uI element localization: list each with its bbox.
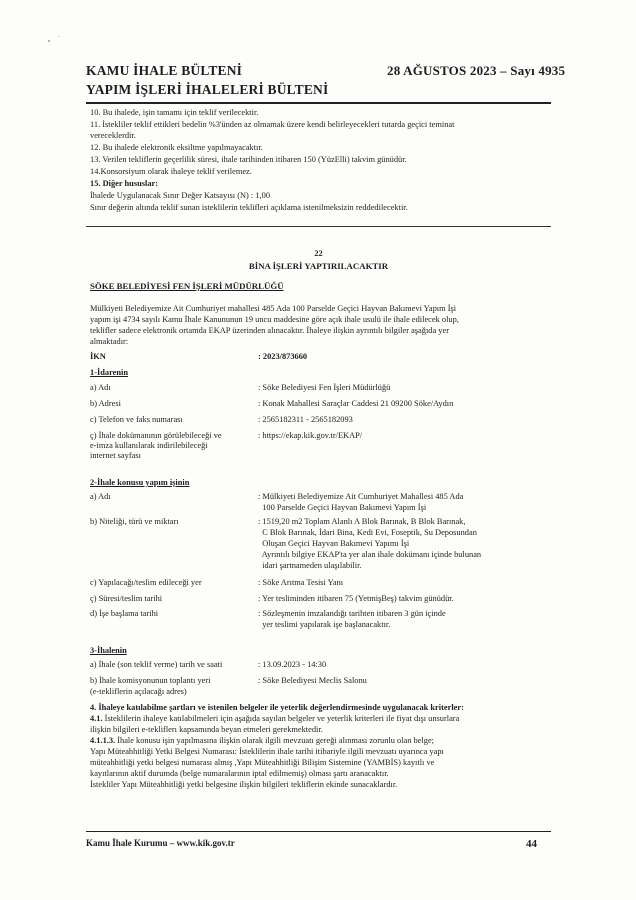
section2-title: 2-İhale konusu yapım işinin [90,478,190,487]
s4-p2-line2: Yapı Müteahhitliği Yetki Belgesi Numarası: İsteklilerin ihale tarihi itibariyle ilgili mevzuatı uyarınca yapı [90,747,444,756]
s2-nature-label: b) Niteliği, türü ve miktarı [90,517,179,526]
s2-start-value: : Sözleşmenin imzalandığı tarihten itibaren 3 gün içinde [258,609,446,618]
item-15: 15. Diğer hususlar: [90,179,159,188]
section3-title: 3-İhalenin [90,646,127,655]
s2-duration-label: ç) Süresi/teslim tarihi [90,594,163,603]
item-11-cont: vereceklerdir. [90,131,136,140]
s1-phone-label: c) Telefon ve faks numarası [90,415,183,424]
s1-doc-label: ç) İhale dokümanının görülebileceği ve [90,431,222,440]
s2-nature-value-cont: Ayrıntılı bilgiye EKAP'ta yer alan ihale dokümanı içinde bulunan [258,550,482,559]
limit-coefficient: İhalede Uygulanacak Sınır Değer Katsayısı (N) : 1,00 [90,191,271,200]
header-rule [86,102,551,104]
notice-number: 22 [314,249,323,258]
item-14: 14.Konsorsiyum olarak ihaleye teklif verilemez. [90,167,252,176]
s3-date-value: : 13.09.2023 - 14:30 [258,660,327,669]
notice-separator [86,226,551,227]
s3-venue-label-cont: (e-tekliflerin açılacağı adres) [90,687,187,696]
section1-title: 1-İdarenin [90,368,129,377]
s2-location-label: c) Yapılacağı/teslim edileceği yer [90,578,202,587]
s2-location-value: : Söke Arıtma Tesisi Yanı [258,578,344,587]
s1-name-label: a) Adı [90,383,111,392]
s2-name-value: : Mülkiyeti Belediyemize Ait Cumhuriyet Mahallesi 485 Ada [258,492,464,501]
s2-nature-value-cont: C Blok Barınak, İdari Bina, Kedi Evi, Foseptik, Su Deposundan [258,528,477,537]
s2-start-value-cont: yer teslimi yapılarak işe başlanacaktır. [258,620,391,629]
s1-name-value: : Söke Belediyesi Fen İşleri Müdürlüğü [258,383,391,392]
s2-nature-value-cont: idari şartnameden ulaşılabilir. [258,561,362,570]
s3-venue-label: b) İhale komisyonunun toplantı yeri [90,676,211,685]
scan-speck [58,36,59,37]
intro-line-4: almaktadır: [90,337,129,346]
item-11: 11. İstekliler teklif ettikleri bedelin %3'ünden az olmamak üzere kendi belirleyecekleri tutarda geçici teminat [90,120,455,129]
s4-p2-line4: kayıtlarının aktif durumda (belge numaralarının iptal edilmemiş) olması şartı aranacaktır. [90,769,389,778]
section4-title: 4. İhaleye katılabilme şartları ve istenilen belgeler ile yeterlik değerlendirmesinde uygulanacak kriterler: [90,703,464,712]
s1-address-label: b) Adresi [90,399,121,408]
s3-date-label: a) İhale (son teklif verme) tarih ve saati [90,660,223,669]
item-10: 10. Bu ihalede, işin tamamı için teklif verilecektir. [90,108,259,117]
s1-doc-label-cont: e-imza kullanılarak indirilebileceği [90,441,208,450]
notice-heading: BİNA İŞLERİ YAPTIRILACAKTIR [248,261,389,271]
scan-speck [48,40,50,42]
issue-date: 28 AĞUSTOS 2023 – Sayı 4935 [387,63,566,78]
item-13: 13. Verilen tekliflerin geçerlilik süresi, ihale tarihinden itibaren 150 (YüzElli) takvim günüdür. [90,155,407,164]
ikn-label: İKN [90,352,106,361]
s3-venue-value: : Söke Belediyesi Meclis Salonu [258,676,367,685]
limit-rule: Sınır değerin altında teklif sunan isteklilerin teklifleri açıklama istenilmeksizin reddedilecektir. [90,203,408,212]
scan-speck [150,140,151,141]
authority-name: SÖKE BELEDİYESİ FEN İŞLERİ MÜDÜRLÜĞÜ [90,281,284,291]
bulletin-title: KAMU İHALE BÜLTENİ [86,63,243,78]
s4-p1-lead: 4.1. [90,714,103,723]
s4-p2-text: İhale konusu işin yapılmasına ilişkin olarak ilgili mevzuatı gereği alınması zorunlu olan belge; [115,736,434,745]
s1-phone-value: : 2565182311 - 2565182093 [258,415,353,424]
s1-doc-label-cont: internet sayfası [90,451,141,460]
intro-line-1: Mülkiyeti Belediyemize Ait Cumhuriyet mahallesi 485 Ada 100 Parselde Geçici Hayvan Bakımevi Yapım İşi [90,304,457,313]
bulletin-subtitle: YAPIM İŞLERİ İHALELERİ BÜLTENİ [86,82,329,97]
s4-p2-lead: 4.1.1.3. [90,736,116,745]
ikn-value: : 2023/873660 [258,352,308,361]
s4-p2-line1 [90,736,434,746]
s2-nature-value: : 1519,20 m2 Toplam Alanlı A Blok Barınak, B Blok Barınak, [258,517,466,526]
s4-p1-line1 [90,714,459,724]
s4-p2-line3: müteahhitliği yetki belgesi numarası almış ,Yapı Müteahhitliği Bilişim Sistemine (YAMBİS) kayıtlı ve [90,758,435,767]
s2-name-value-cont: 100 Parselde Geçici Hayvan Bakımevi Yapım İşi [258,503,427,512]
footer-rule [86,831,551,832]
s2-name-label: a) Adı [90,492,111,501]
intro-line-3: teklifler sadece elektronik ortamda EKAP üzerinden alınacaktır. İhaleye ilişkin ayrıntılı bilgiler aşağıda yer [90,326,449,335]
s1-address-value: : Konak Mahallesi Saraçlar Caddesi 21 09200 Söke/Aydın [258,399,454,408]
s2-nature-value-cont: Oluşan Geçici Hayvan Bakımevi Yapımı İşi [258,539,410,548]
s4-p2-line5: İstekliler Yapı Müteahhitliği yetki belgesine ilişkin bilgileri tekliflerin ekinde sunacaklardır. [90,780,398,789]
s2-duration-value: : Yer tesliminden itibaren 75 (YetmişBeş) takvim günüdür. [258,594,454,603]
s2-start-label: d) İşe başlama tarihi [90,609,159,618]
s4-p1-text: İsteklilerin ihaleye katılabilmeleri için aşağıda sayılan belgeler ve yeterlik kriterleri ile fiyat dışı unsurlara [102,714,460,723]
s1-doc-link[interactable]: : https://ekap.kik.gov.tr/EKAP/ [258,431,363,440]
footer-publisher: Kamu İhale Kurumu – www.kik.gov.tr [86,838,235,848]
page-number: 44 [526,838,537,850]
s4-p1-line2: ilişkin bilgileri e-tekliflerı kapsamında beyan etmeleri gerekmektedir. [90,725,323,734]
intro-line-2: yapım işi 4734 sayılı Kamu İhale Kanununun 19 uncu maddesine göre açık ihale usulü ile ihale edilecek olup, [90,315,459,324]
item-12: 12. Bu ihalede elektronik eksiltme yapılmayacaktır. [90,143,263,152]
